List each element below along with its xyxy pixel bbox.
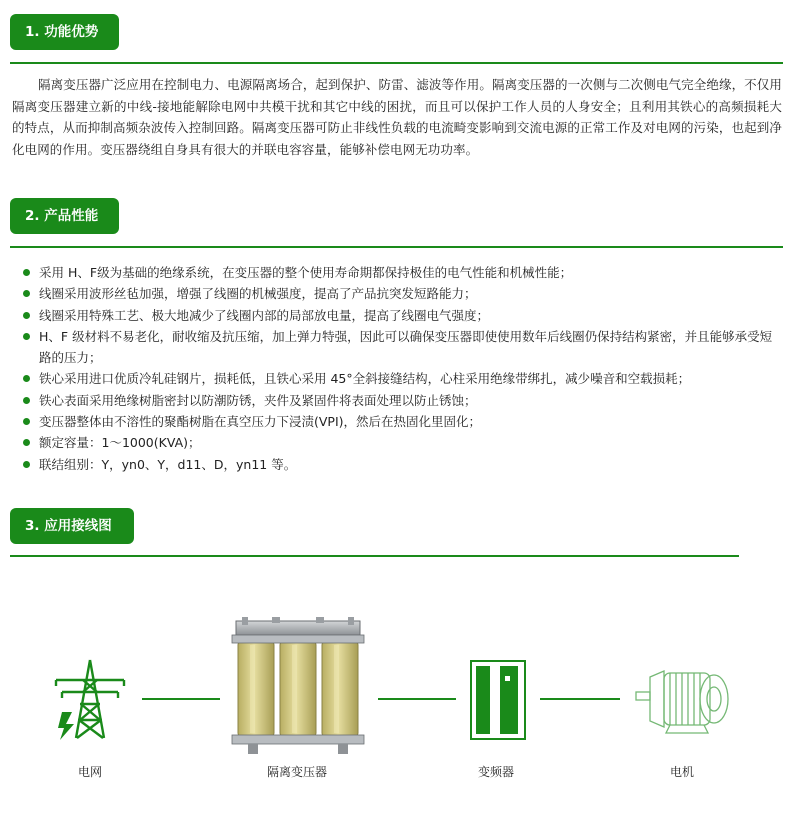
power-tower-icon xyxy=(50,658,130,740)
list-item: 线圈采用波形丝毡加强，增强了线圈的机械强度，提高了产品抗突发短路能力； xyxy=(22,283,782,304)
list-item: 线圈采用特殊工艺、极大地减少了线圈内部的局部放电量，提高了线圈电气强度； xyxy=(22,305,782,326)
label-inverter: 变频器 xyxy=(477,765,515,779)
motor-icon xyxy=(630,665,734,735)
list-item: 采用 H、F级为基础的绝缘系统，在变压器的整个使用寿命期都保持极佳的电气性能和机械性能； xyxy=(22,262,782,283)
section-title-wiring-diagram: 3. 应用接线图 xyxy=(10,508,134,544)
section-title-advantages: 1. 功能优势 xyxy=(10,14,119,50)
list-item: 铁心表面采用绝缘树脂密封以防潮防锈，夹件及紧固件将表面处理以防止锈蚀； xyxy=(22,390,782,411)
wire-grid-to-transformer xyxy=(142,698,220,700)
section-divider-3 xyxy=(10,555,739,557)
list-item: 联结组别：Y，yn0、Y，d11、D，yn11 等。 xyxy=(22,454,782,475)
wire-transformer-to-inverter xyxy=(378,698,456,700)
section-title-performance: 2. 产品性能 xyxy=(10,198,119,234)
inverter-icon xyxy=(470,660,526,740)
advantages-paragraph: 隔离变压器广泛应用在控制电力、电源隔离场合，起到保护、防雷、滤波等作用。隔离变压器的一次侧与二次侧电气完全绝缘，不仅用隔离变压器建立新的中线-接地能解除电网中共模干扰和其它中线的困扰，而且可以保护工作人员的人身安全；且利用其铁心的高频损耗大的特点，从而抑制高频杂波传入控制回路。隔离变压器可防止非线性负载的电流畸变影响到交流电源的正常工作及对电网的污染，也起到净化电网的作用。变压器绕组自身具有很大的并联电容容量，能够补偿电网无功功率。 xyxy=(12,77,782,157)
section-divider-2 xyxy=(10,246,783,248)
label-isolation-transformer: 隔离变压器 xyxy=(266,765,328,779)
list-item: 变压器整体由不溶性的聚酯树脂在真空压力下浸渍(VPI)，然后在热固化里固化； xyxy=(22,411,782,432)
list-item: 铁心采用进口优质冷轧硅钢片，损耗低，且铁心采用 45°全斜接缝结构，心柱采用绝缘带绑扎，减少噪音和空载损耗； xyxy=(22,368,782,389)
label-motor: 电机 xyxy=(669,765,695,779)
section-divider-1 xyxy=(10,62,783,64)
list-item: H、F 级材料不易老化，耐收缩及抗压缩，加上弹力特强，因此可以确保变压器即使使用数年后线圈仍保持结构紧密，并且能够承受短路的压力； xyxy=(22,326,782,369)
label-power-grid: 电网 xyxy=(77,765,103,779)
list-item: 额定容量：1～1000(KVA)； xyxy=(22,432,782,453)
wire-inverter-to-motor xyxy=(540,698,620,700)
performance-list xyxy=(22,262,782,475)
transformer-image xyxy=(228,617,368,755)
